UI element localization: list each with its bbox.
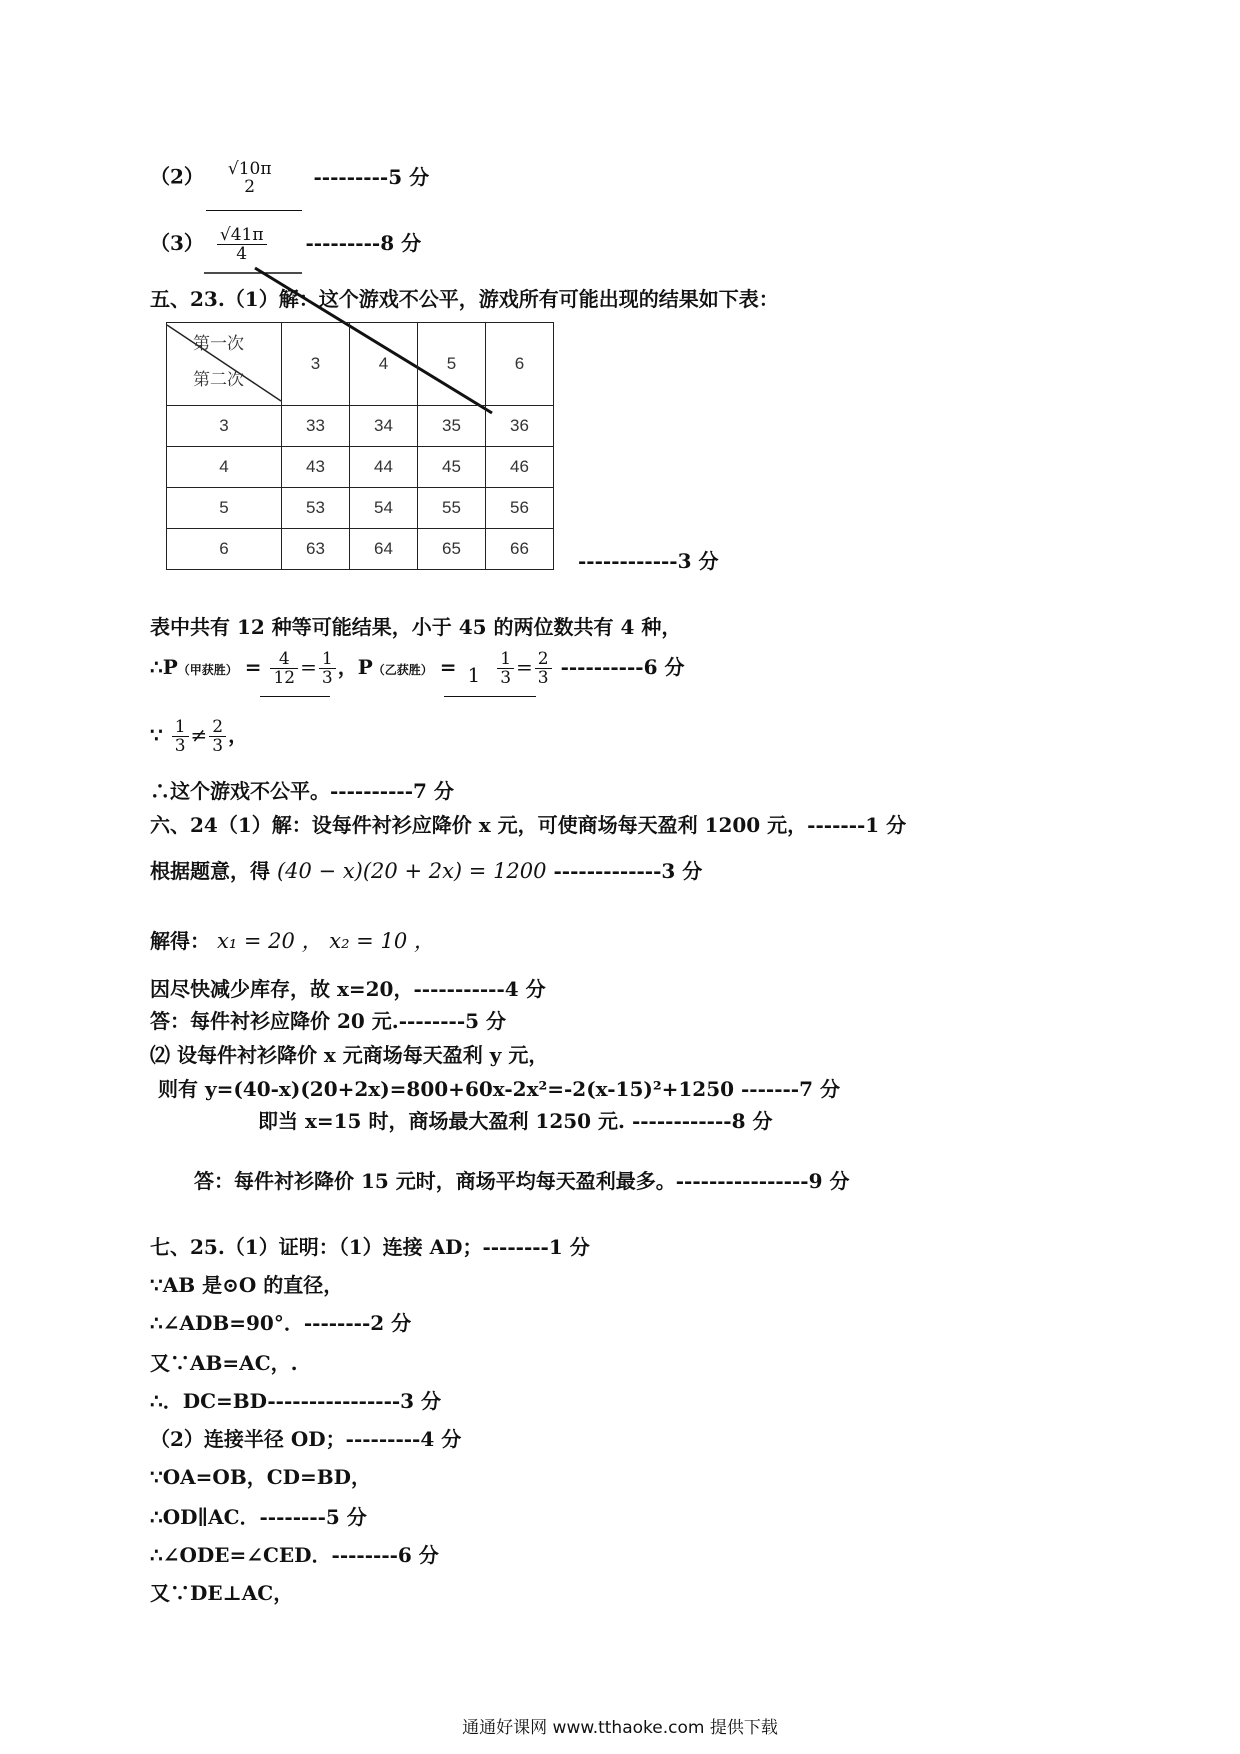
table-corner-header: 第一次 第二次 — [167, 323, 282, 406]
q24-line4: 因尽快减少库存，故 x=20，-----------4 分 — [150, 977, 546, 1001]
table-cell: 53 — [282, 488, 350, 529]
page-footer: 通通好课网 www.tthaoke.com 提供下载 — [462, 1718, 778, 1738]
q24-line7: 则有 y=(40-x)(20+2x)=800+60x-2x²=-2(x-15)²+1250 -------7 分 — [158, 1077, 840, 1101]
q23-because-line: ∵ $\frac{1}{3}$ ≠ $\frac{2}{3}$ ， — [150, 717, 249, 756]
q25-line: ∴．DC=BD----------------3 分 — [150, 1389, 442, 1413]
q22-p2-fraction: √10π 2 — [227, 159, 272, 197]
table-cell: 36 — [486, 406, 554, 447]
row-label: 5 — [167, 488, 282, 529]
table-cell: 64 — [350, 529, 418, 570]
q24-line8: 即当 x=15 时，商场最大盈利 1250 元. ------------8 分 — [258, 1109, 773, 1133]
q24-line1: 六、24（1）解：设每件衬衫应降价 x 元，可使商场每天盈利 1200 元，-------1 分 — [150, 813, 907, 837]
q25-line: ∵OA=OB，CD=BD， — [150, 1465, 372, 1489]
table-cell: 43 — [282, 447, 350, 488]
q23-conclusion: ∴这个游戏不公平。----------7 分 — [150, 779, 454, 803]
col-header: 6 — [486, 323, 554, 406]
table-row — [167, 488, 554, 529]
q24-line6: ⑵ 设每件衬衫降价 x 元商场每天盈利 y 元， — [150, 1043, 549, 1067]
q22-part3: （3） $\frac{√41\pi}{4}$ ---------8 分 — [150, 225, 422, 264]
q22-part2: （2） √10π 2 ---------5 分 — [150, 159, 430, 197]
table-cell: 34 — [350, 406, 418, 447]
table-row — [167, 529, 554, 570]
table-cell: 66 — [486, 529, 554, 570]
q25-line: ∵AB 是⊙O 的直径， — [150, 1273, 344, 1297]
table-cell: 54 — [350, 488, 418, 529]
q23-count-line: 表中共有 12 种等可能结果，小于 45 的两位数共有 4 种， — [150, 615, 682, 639]
table-row — [167, 406, 554, 447]
q24-line5: 答：每件衬衫应降价 20 元.--------5 分 — [150, 1009, 507, 1033]
outcome-table — [166, 322, 554, 570]
q25-line: （2）连接半径 OD；---------4 分 — [150, 1427, 462, 1451]
table-cell: 56 — [486, 488, 554, 529]
table-cell: 33 — [282, 406, 350, 447]
q25-line: 又∵DE⊥AC， — [150, 1581, 294, 1605]
table-cell: 46 — [486, 447, 554, 488]
table-row — [167, 447, 554, 488]
prob-underline-a — [260, 696, 330, 697]
q25-line: ∴∠ADB=90°．--------2 分 — [150, 1311, 412, 1335]
table-cell: 55 — [418, 488, 486, 529]
q25-line: 又∵AB=AC，. — [150, 1351, 298, 1375]
q22-p3-fraction: $\frac{√41\pi}{4}$ — [217, 226, 267, 263]
col-header: 5 — [418, 323, 486, 406]
row-label: 6 — [167, 529, 282, 570]
q25-line: 七、25.（1）证明：（1）连接 AD；--------1 分 — [150, 1235, 590, 1259]
col-header: 4 — [350, 323, 418, 406]
table-cell: 45 — [418, 447, 486, 488]
q25-line: ∴∠ODE=∠CED．--------6 分 — [150, 1543, 439, 1567]
table-cell: 35 — [418, 406, 486, 447]
q24-line9: 答：每件衬衫降价 15 元时，商场平均每天盈利最多。----------------9 分 — [194, 1169, 850, 1193]
col-header: 3 — [282, 323, 350, 406]
q24-line3: 解得： x₁ = 20 ， x₂ = 10 ， — [150, 929, 435, 953]
prob-underline-b — [444, 696, 536, 697]
q23-probability-line: ∴P（甲获胜） = $\frac{4}{12}$ = $\frac{1}{3}$ ，P（乙获胜） = 1 $\frac{1}{3}$ = $\frac{2}{3}$ ----------6 分 — [150, 649, 685, 688]
table-cell: 44 — [350, 447, 418, 488]
table-score: ------------3 分 — [578, 549, 719, 573]
table-cell: 63 — [282, 529, 350, 570]
row-label: 3 — [167, 406, 282, 447]
q24-line2: 根据题意，得 (40 − x)(20 + 2x) = 1200 -------------3 分 — [150, 859, 703, 883]
table-cell: 65 — [418, 529, 486, 570]
q25-line: ∴OD∥AC．--------5 分 — [150, 1505, 367, 1529]
row-label: 4 — [167, 447, 282, 488]
q23-intro: 五、23.（1）解：这个游戏不公平，游戏所有可能出现的结果如下表： — [150, 287, 779, 311]
